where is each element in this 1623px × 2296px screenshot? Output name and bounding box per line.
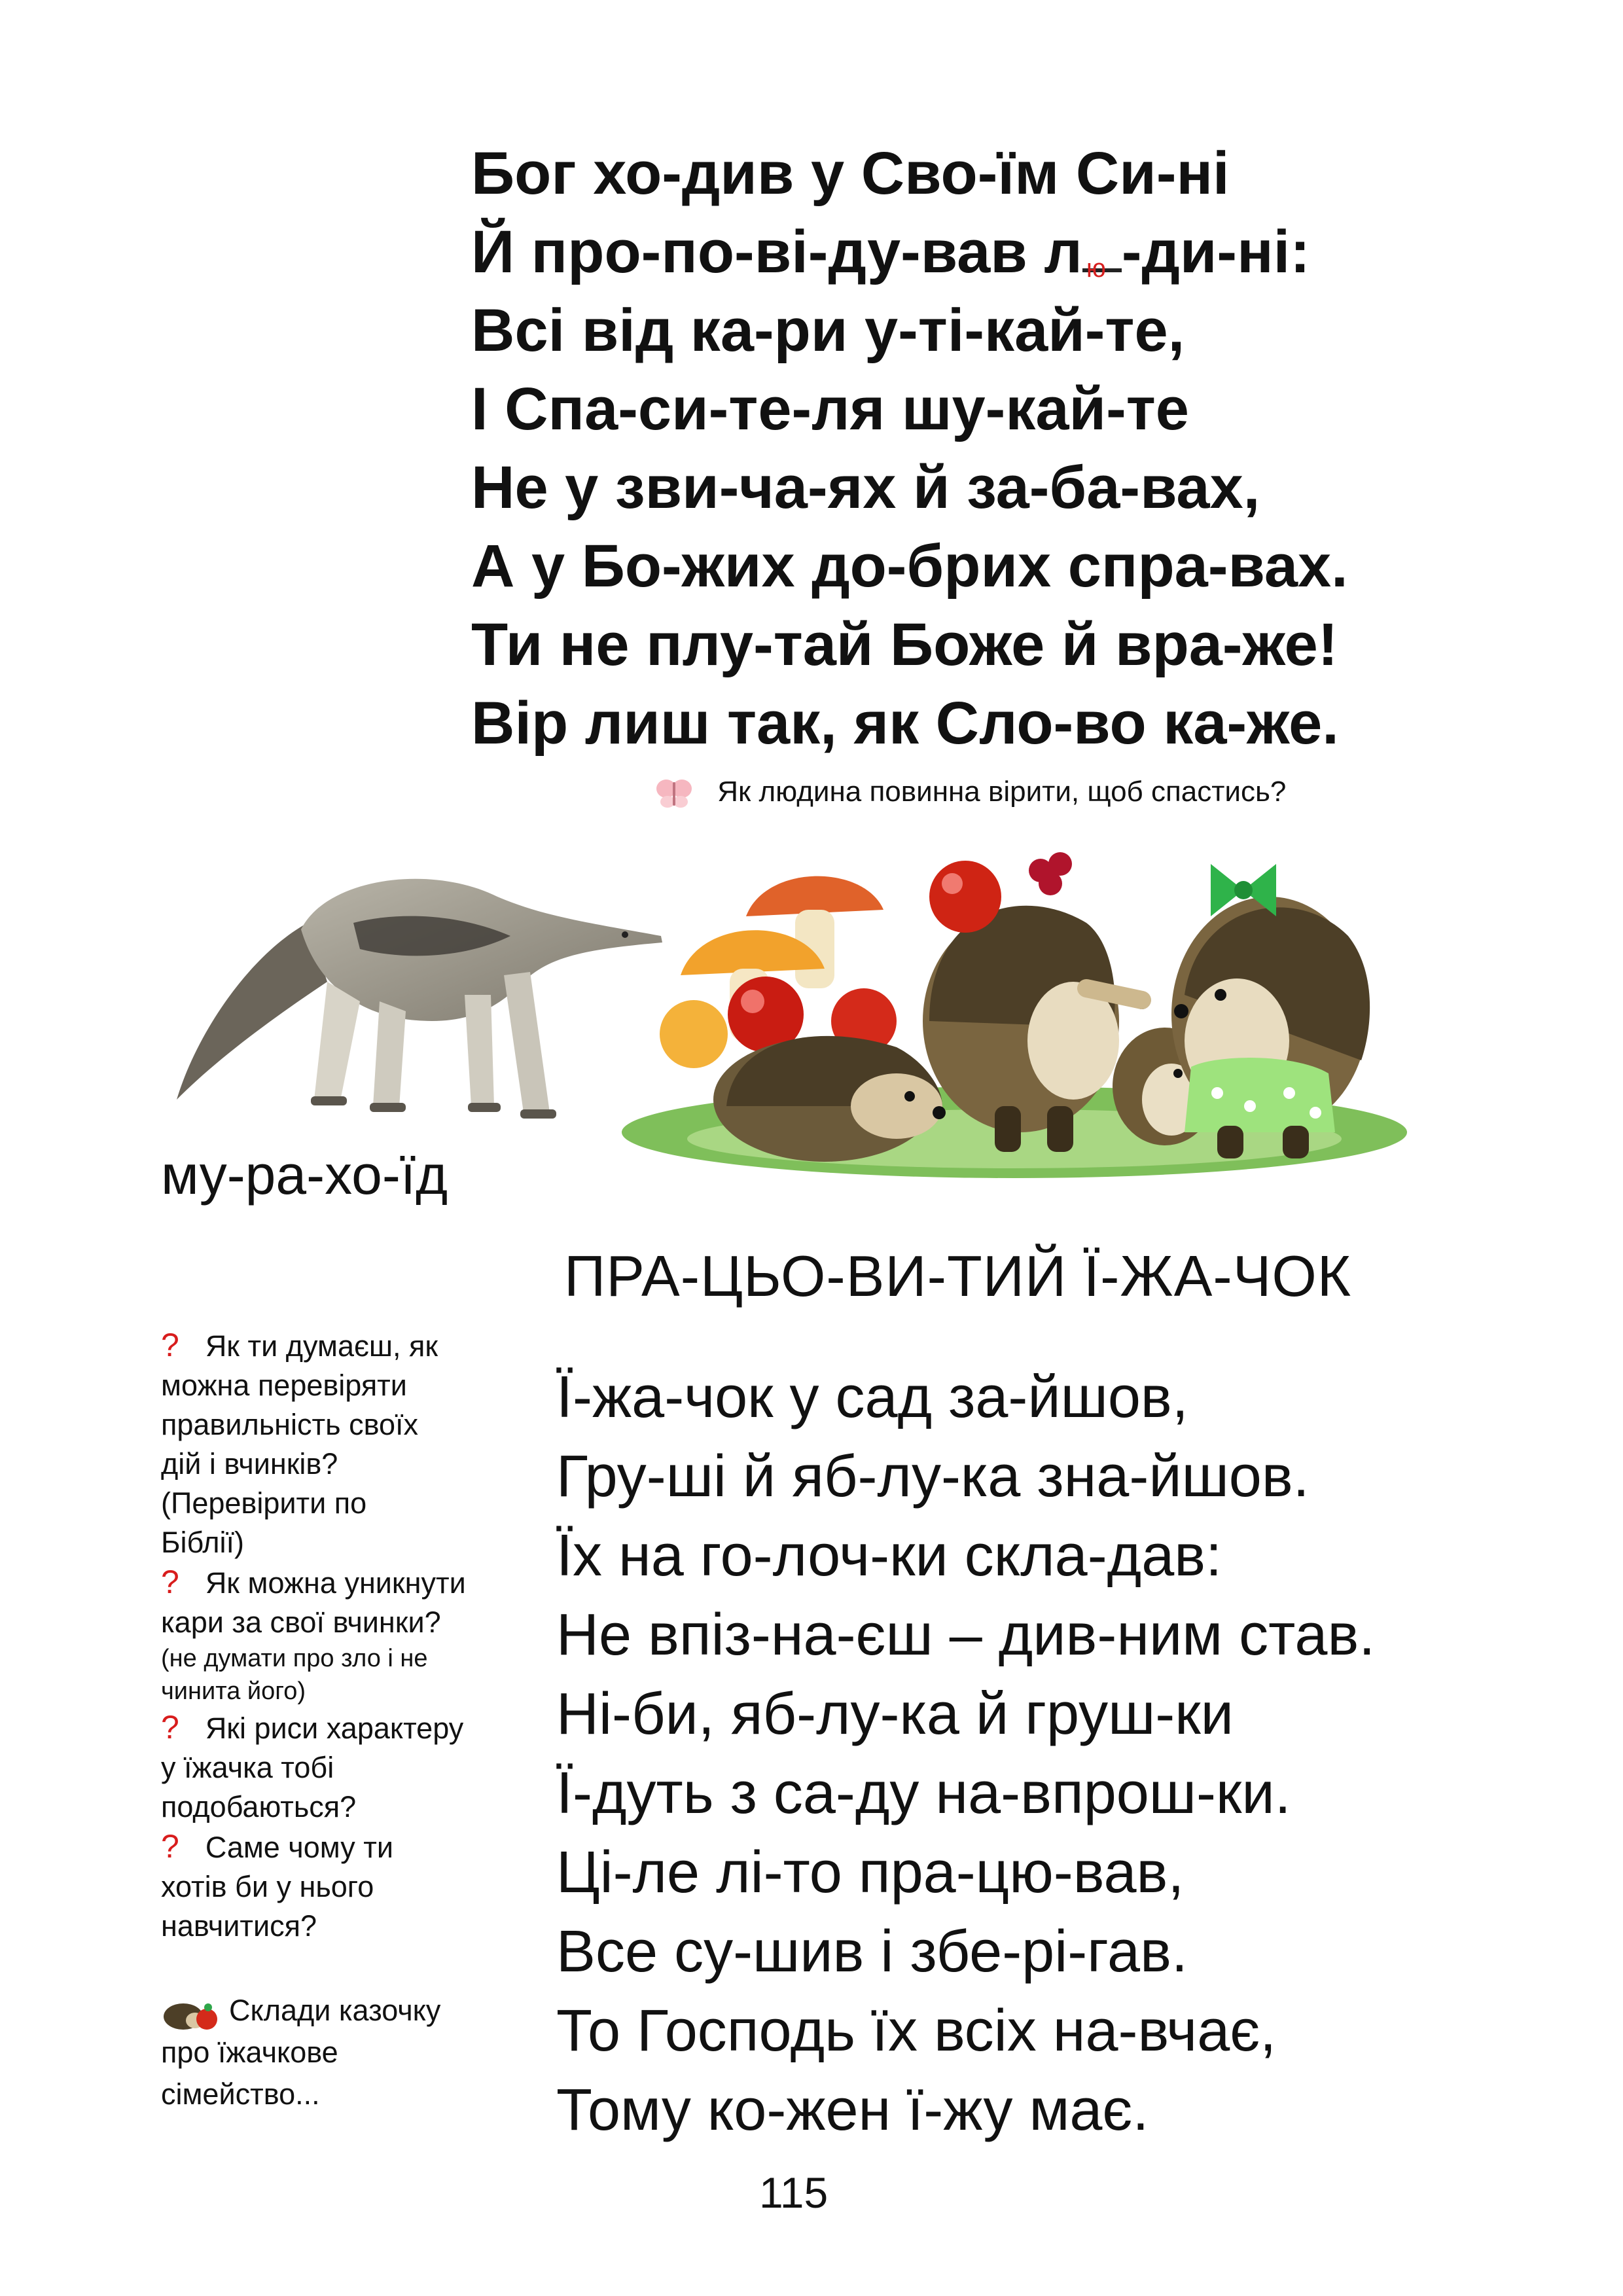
poem1-line-8: Вір лиш так, як Сло-во ка-же. [471, 690, 1339, 757]
question-4-line: Саме чому ти [205, 1831, 393, 1864]
hedgehogs-illustration [589, 825, 1414, 1178]
poem2-line-8: Все су-шив і збе-рі-гав. [556, 1919, 1188, 1984]
poem-1 [471, 134, 1518, 762]
poem2-line-9: То Господь їх всіх на-вчає, [556, 1998, 1277, 2064]
task-line: про їжачкове [161, 2036, 338, 2069]
question-top [654, 772, 1286, 812]
question-1-line: правильність своїх [161, 1408, 419, 1441]
question-2-answer: (не думати про зло і не [161, 1645, 428, 1672]
question-4-line: навчитися? [161, 1909, 317, 1943]
poem2-title: ПРА-ЦЬО-ВИ-ТИЙ Ї-ЖА-ЧОК [564, 1244, 1352, 1308]
task-line: Склади казочку [229, 1994, 441, 2027]
anteater-label: му-ра-хо-їд [161, 1144, 448, 1206]
task-block [161, 1990, 554, 2115]
blank-letter [1082, 232, 1122, 283]
butterfly-icon [654, 777, 694, 810]
poem2-line-4: Не впіз-на-єш – див-ним став. [556, 1602, 1376, 1668]
poem1-line-2-end: -ди-ні: [1121, 219, 1310, 285]
poem-2 [556, 1358, 1603, 2150]
question-1-line: Як ти думаєш, як [205, 1329, 438, 1363]
question-1 [161, 1325, 541, 1562]
question-mark-icon: ? [161, 1828, 179, 1865]
question-4 [161, 1827, 541, 1946]
poem2-line-1: Ї-жа-чок у сад за-йшов, [556, 1365, 1188, 1430]
question-3-line: у їжачка тобі [161, 1751, 334, 1784]
poem2-line-3: Їх на го-лоч-ки скла-дав: [556, 1523, 1222, 1588]
question-1-line: дій і вчинків? [161, 1447, 338, 1480]
poem1-line-6: А у Бо-жих до-брих спра-вах. [471, 533, 1348, 600]
question-2-line: Як можна уникнути [205, 1566, 466, 1600]
question-2-line: кари за свої вчинки? [161, 1605, 441, 1639]
poem1-line-3: Всі від ка-ри у-ті-кай-те, [471, 297, 1185, 364]
question-3-line: подобаються? [161, 1790, 357, 1823]
task-line: сімейство... [161, 2077, 320, 2111]
poem1-line-5: Не у зви-ча-ях й за-ба-вах, [471, 454, 1260, 521]
page-number: 115 [759, 2168, 829, 2217]
question-1-line: Біблії) [161, 1526, 245, 1559]
poem2-line-5: Ні-би, яб-лу-ка й груш-ки [556, 1681, 1234, 1747]
poem2-line-10: Тому ко-жен ї-жу має. [556, 2077, 1149, 2143]
poem1-line-4: І Спа-си-те-ля шу-кай-те [471, 376, 1189, 442]
poem2-line-2: Гру-ші й яб-лу-ка зна-йшов. [556, 1444, 1310, 1509]
question-4-line: хотів би у нього [161, 1870, 374, 1903]
question-mark-icon: ? [161, 1564, 179, 1600]
poem1-line-1: Бог хо-див у Сво-їм Си-ні [471, 140, 1230, 207]
question-mark-icon: ? [161, 1709, 179, 1746]
blank-letter-hint: ю [1086, 254, 1106, 283]
questions-column [161, 1325, 541, 1946]
question-2 [161, 1562, 541, 1708]
poem1-line-7: Ти не плу-тай Боже й вра-же! [471, 611, 1338, 678]
question-2-answer: чинита його) [161, 1677, 306, 1705]
poem2-line-6: Ї-дуть з са-ду на-впрош-ки. [556, 1761, 1291, 1826]
poem2-line-7: Ці-ле лі-то пра-цю-вав, [556, 1840, 1185, 1905]
question-mark-icon: ? [161, 1327, 179, 1363]
poem1-line-2 [471, 213, 1518, 291]
question-3-line: Які риси характеру [205, 1712, 464, 1745]
question-top-text: Як людина повинна вірити, щоб спастись? [717, 776, 1287, 808]
hedgehog-apple-icon [161, 1994, 220, 2031]
question-1-line: (Перевірити по [161, 1486, 367, 1520]
question-1-line: можна перевіряти [161, 1369, 407, 1402]
poem1-line-2-start: Й про-по-ві-ду-вав л [471, 219, 1082, 285]
question-3 [161, 1708, 541, 1827]
